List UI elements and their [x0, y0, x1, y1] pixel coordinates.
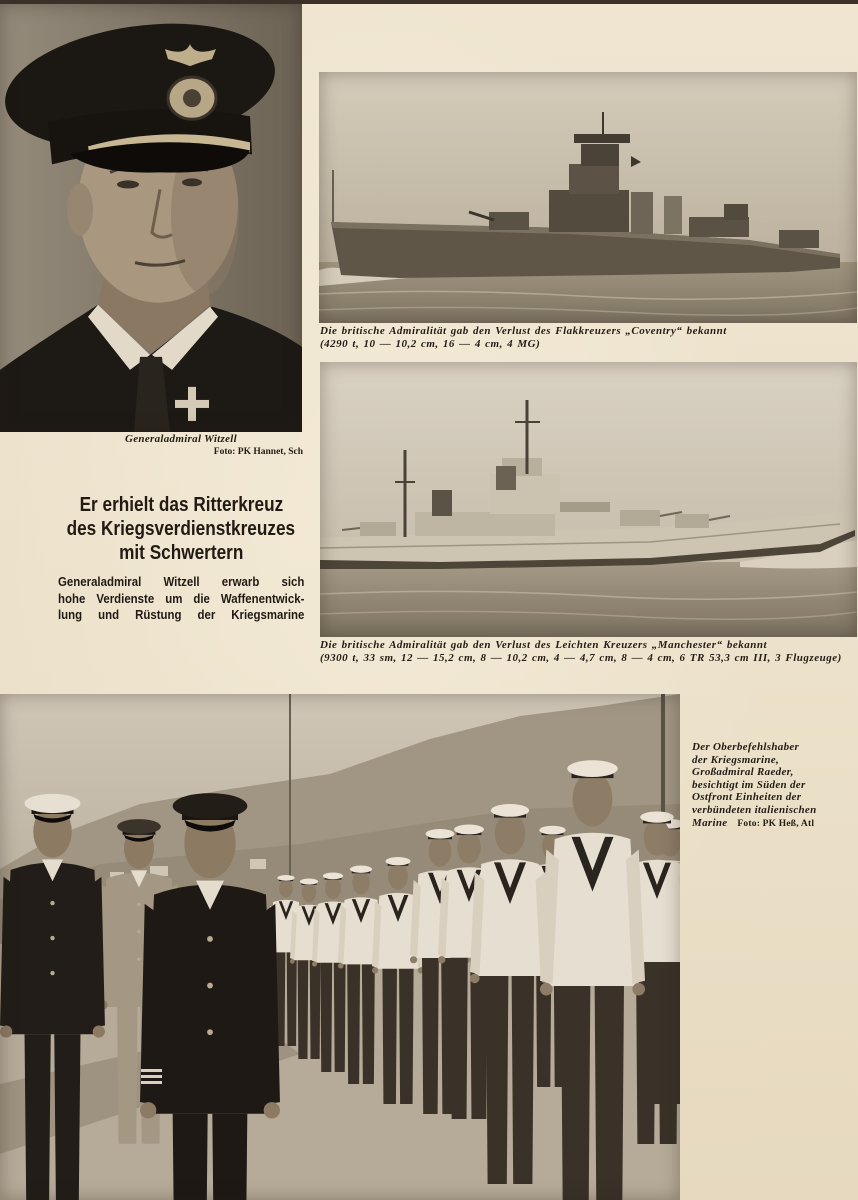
coventry-ship-photo — [319, 72, 857, 323]
coventry-caption — [320, 325, 727, 351]
inspection-photo-credit: Foto: PK Heß, Atl — [737, 818, 815, 829]
caption-line: Marine — [692, 816, 728, 829]
portrait-image — [0, 4, 302, 432]
manchester-caption — [320, 639, 842, 665]
caption-line: Der Oberbefehlshaber — [692, 741, 800, 753]
caption-line: der Kriegsmarine, — [692, 753, 779, 766]
manchester-ship-photo — [320, 362, 857, 637]
portrait-photo-credit: Foto: PK Hannet, Sch — [213, 447, 303, 457]
portrait-photo — [0, 4, 302, 432]
portrait-caption: Generaladmiral Witzell — [124, 433, 238, 445]
caption-last-line — [692, 817, 852, 831]
headline-line: des Kriegsverdienstkreuzes — [66, 518, 296, 540]
subhead-line: hohe Verdienste um die Waffenentwick- — [58, 590, 305, 606]
caption-line: Die britische Admiralität gab den Verlust des Flakkreuzers „Coventry“ bekannt — [320, 325, 727, 337]
caption-line: Ostfront Einheiten der — [692, 791, 802, 804]
caption-line: Großadmiral Raeder, — [692, 766, 794, 779]
caption-line: besichtigt im Süden der — [692, 778, 806, 791]
caption-line: Die britische Admiralität gab den Verlust des Leichten Kreuzers „Manchester“ bekannt — [320, 639, 768, 651]
caption-line: verbündeten italienischen — [692, 803, 817, 816]
article-subhead — [58, 574, 304, 624]
subhead-line: lung und Rüstung der Kriegsmarine — [58, 607, 305, 622]
caption-line: (9300 t, 33 sm, 12 — 15,2 cm, 8 — 10,2 cm, 4 — 4,7 cm, 8 — 4 cm, 6 TR 53,3 cm III, 3 Flugzeuge) — [320, 652, 842, 664]
inspection-caption — [692, 741, 852, 830]
subhead-line: Generaladmiral Witzell erwarb sich — [58, 574, 305, 589]
caption-line: (4290 t, 10 — 10,2 cm, 16 — 4 cm, 4 MG) — [320, 338, 541, 350]
manchester-image — [320, 362, 857, 637]
article-headline — [31, 493, 331, 565]
headline-line: mit Schwertern — [118, 542, 244, 564]
inspection-photo — [0, 694, 680, 1200]
headline-line: Er erhielt das Ritterkreuz — [79, 494, 283, 516]
coventry-image — [319, 72, 857, 323]
sea — [320, 562, 857, 637]
sleeve-stripes — [141, 1069, 162, 1084]
inspection-image — [0, 694, 680, 1200]
